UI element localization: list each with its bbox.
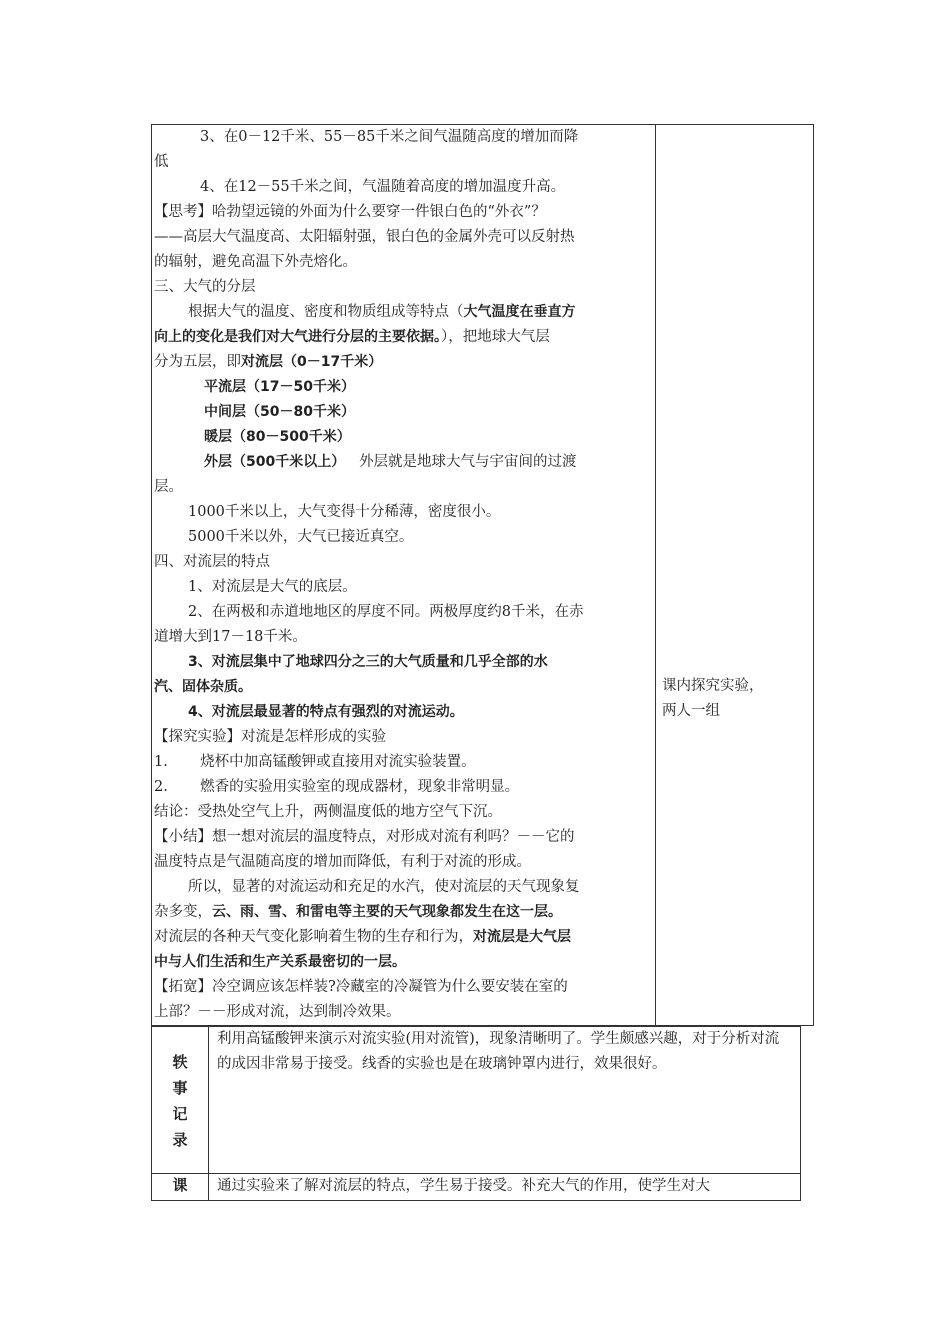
text-line: 上部？－－形成对流，达到制冷效果。	[154, 1004, 401, 1020]
label-char: 轶	[172, 1053, 188, 1071]
label-char: 记	[172, 1105, 188, 1123]
extension-line: 【拓宽】冷空调应该怎样装?冷藏室的冷凝管为什么要安装在室的	[154, 979, 568, 995]
text-line: 层。	[154, 479, 183, 495]
text-span: 根据大气的温度、密度和物质组成等特点（	[188, 304, 464, 320]
text-line: 3、在0－12千米、55－85千米之间气温随高度的增加而降	[200, 129, 579, 145]
text-span: 外层就是地球大气与宇宙间的过渡	[359, 454, 577, 470]
text-line: 1、对流层是大气的底层。	[188, 579, 357, 595]
bold-line: 4、对流层最显著的特点有强烈的对流运动。	[188, 704, 464, 720]
lesson-plan-table	[151, 124, 801, 1201]
text-line: 2、在两极和赤道地地区的厚度不同。两极厚度约8千米，在赤	[188, 604, 584, 620]
layer-mesosphere: 中间层（50－80千米）	[204, 404, 355, 420]
section-heading: 四、对流层的特点	[154, 554, 270, 570]
experiment-heading: 【探究实验】对流是怎样形成的实验	[154, 729, 386, 745]
text-span: 对流层的各种天气变化影响着生物的生存和行为，	[154, 929, 473, 945]
text-line	[154, 300, 653, 325]
side-notes-cell	[656, 125, 814, 1026]
numbered-item	[154, 750, 653, 775]
layer-thermosphere: 暖层（80－500千米）	[204, 429, 351, 445]
think-question: 【思考】哈勃望远镜的外面为什么要穿一件银白色的“外衣”？	[154, 204, 546, 220]
text-line: 5000千米以外，大气已接近真空。	[188, 529, 414, 545]
layer-exosphere	[154, 450, 653, 475]
item-number: 1.	[154, 754, 168, 770]
text-line	[154, 350, 653, 375]
text-line: 1000千米以上，大气变得十分稀薄，密度很小。	[188, 504, 501, 520]
bold-line: 中与人们生活和生产关系最密切的一层。	[154, 954, 406, 970]
reflection-text: 通过实验来了解对流层的特点，学生易于接受。补充大气的作用，使学生对大	[209, 1174, 801, 1201]
item-text: 燃香的实验用实验室的现成器材，现象非常明显。	[200, 779, 520, 795]
text-line	[154, 900, 653, 925]
conclusion-line: 结论：受热处空气上升，两侧温度低的地方空气下沉。	[154, 804, 502, 820]
anecdote-label-cell	[152, 1027, 209, 1174]
bold-span: 对流层是大气层	[473, 929, 571, 945]
text-span: ），把地球大气层	[441, 329, 550, 345]
bold-span: 大气温度在垂直方	[463, 304, 576, 320]
bold-span: 云、雨、雪、和雷电等主要的天气现象都发生在这一层。	[212, 904, 562, 920]
reflection-label: 课	[152, 1174, 209, 1201]
main-content-cell	[152, 125, 656, 1026]
text-line	[154, 925, 653, 950]
anecdote-text: 利用高锰酸钾来演示对流实验(用对流管)，现象清晰明了。学生颇感兴趣，对于分析对流的成因非常易于接受。线香的实验也是在玻璃钟罩内进行，效果很好。	[209, 1027, 801, 1174]
text-span: 分为五层，即	[154, 354, 241, 370]
section-heading: 三、大气的分层	[154, 279, 256, 295]
text-line: 道增大到17－18千米。	[154, 629, 307, 645]
bold-span: 对流层（0－17千米）	[241, 354, 383, 370]
side-note	[662, 674, 794, 724]
text-span: 杂多变，	[154, 904, 212, 920]
text-line: 4、在12－55千米之间，气温随着高度的增加温度升高。	[200, 179, 566, 195]
bold-line: 3、对流层集中了地球四分之三的大气质量和几乎全部的水	[188, 654, 548, 670]
bold-span: 外层（500千米以上）	[204, 454, 346, 470]
bold-line: 汽、固体杂质。	[154, 679, 252, 695]
item-text: 烧杯中加高锰酸钾或直接用对流实验装置。	[200, 754, 476, 770]
text-line	[154, 325, 653, 350]
bold-span: 向上的变化是我们对大气进行分层的主要依据。	[154, 329, 441, 345]
text-line: ——高层大气温度高、太阳辐射强，银白色的金属外壳可以反射热	[154, 229, 575, 245]
side-note-line: 两人一组	[662, 703, 720, 719]
item-number: 2.	[154, 779, 168, 795]
label-char: 录	[172, 1131, 188, 1149]
side-note-line: 课内探究实验，	[662, 678, 764, 694]
text-line: 温度特点是气温随高度的增加而降低，有利于对流的形成。	[154, 854, 531, 870]
label-char: 事	[172, 1079, 188, 1097]
text-line: 的辐射，避免高温下外壳熔化。	[154, 254, 357, 270]
layer-stratosphere: 平流层（17－50千米）	[204, 379, 355, 395]
text-line: 低	[154, 154, 169, 170]
numbered-item	[154, 775, 653, 800]
summary-line: 【小结】想一想对流层的温度特点，对形成对流有利吗？－－它的	[154, 829, 575, 845]
text-line: 所以，显著的对流运动和充足的水汽，使对流层的天气现象复	[188, 879, 580, 895]
